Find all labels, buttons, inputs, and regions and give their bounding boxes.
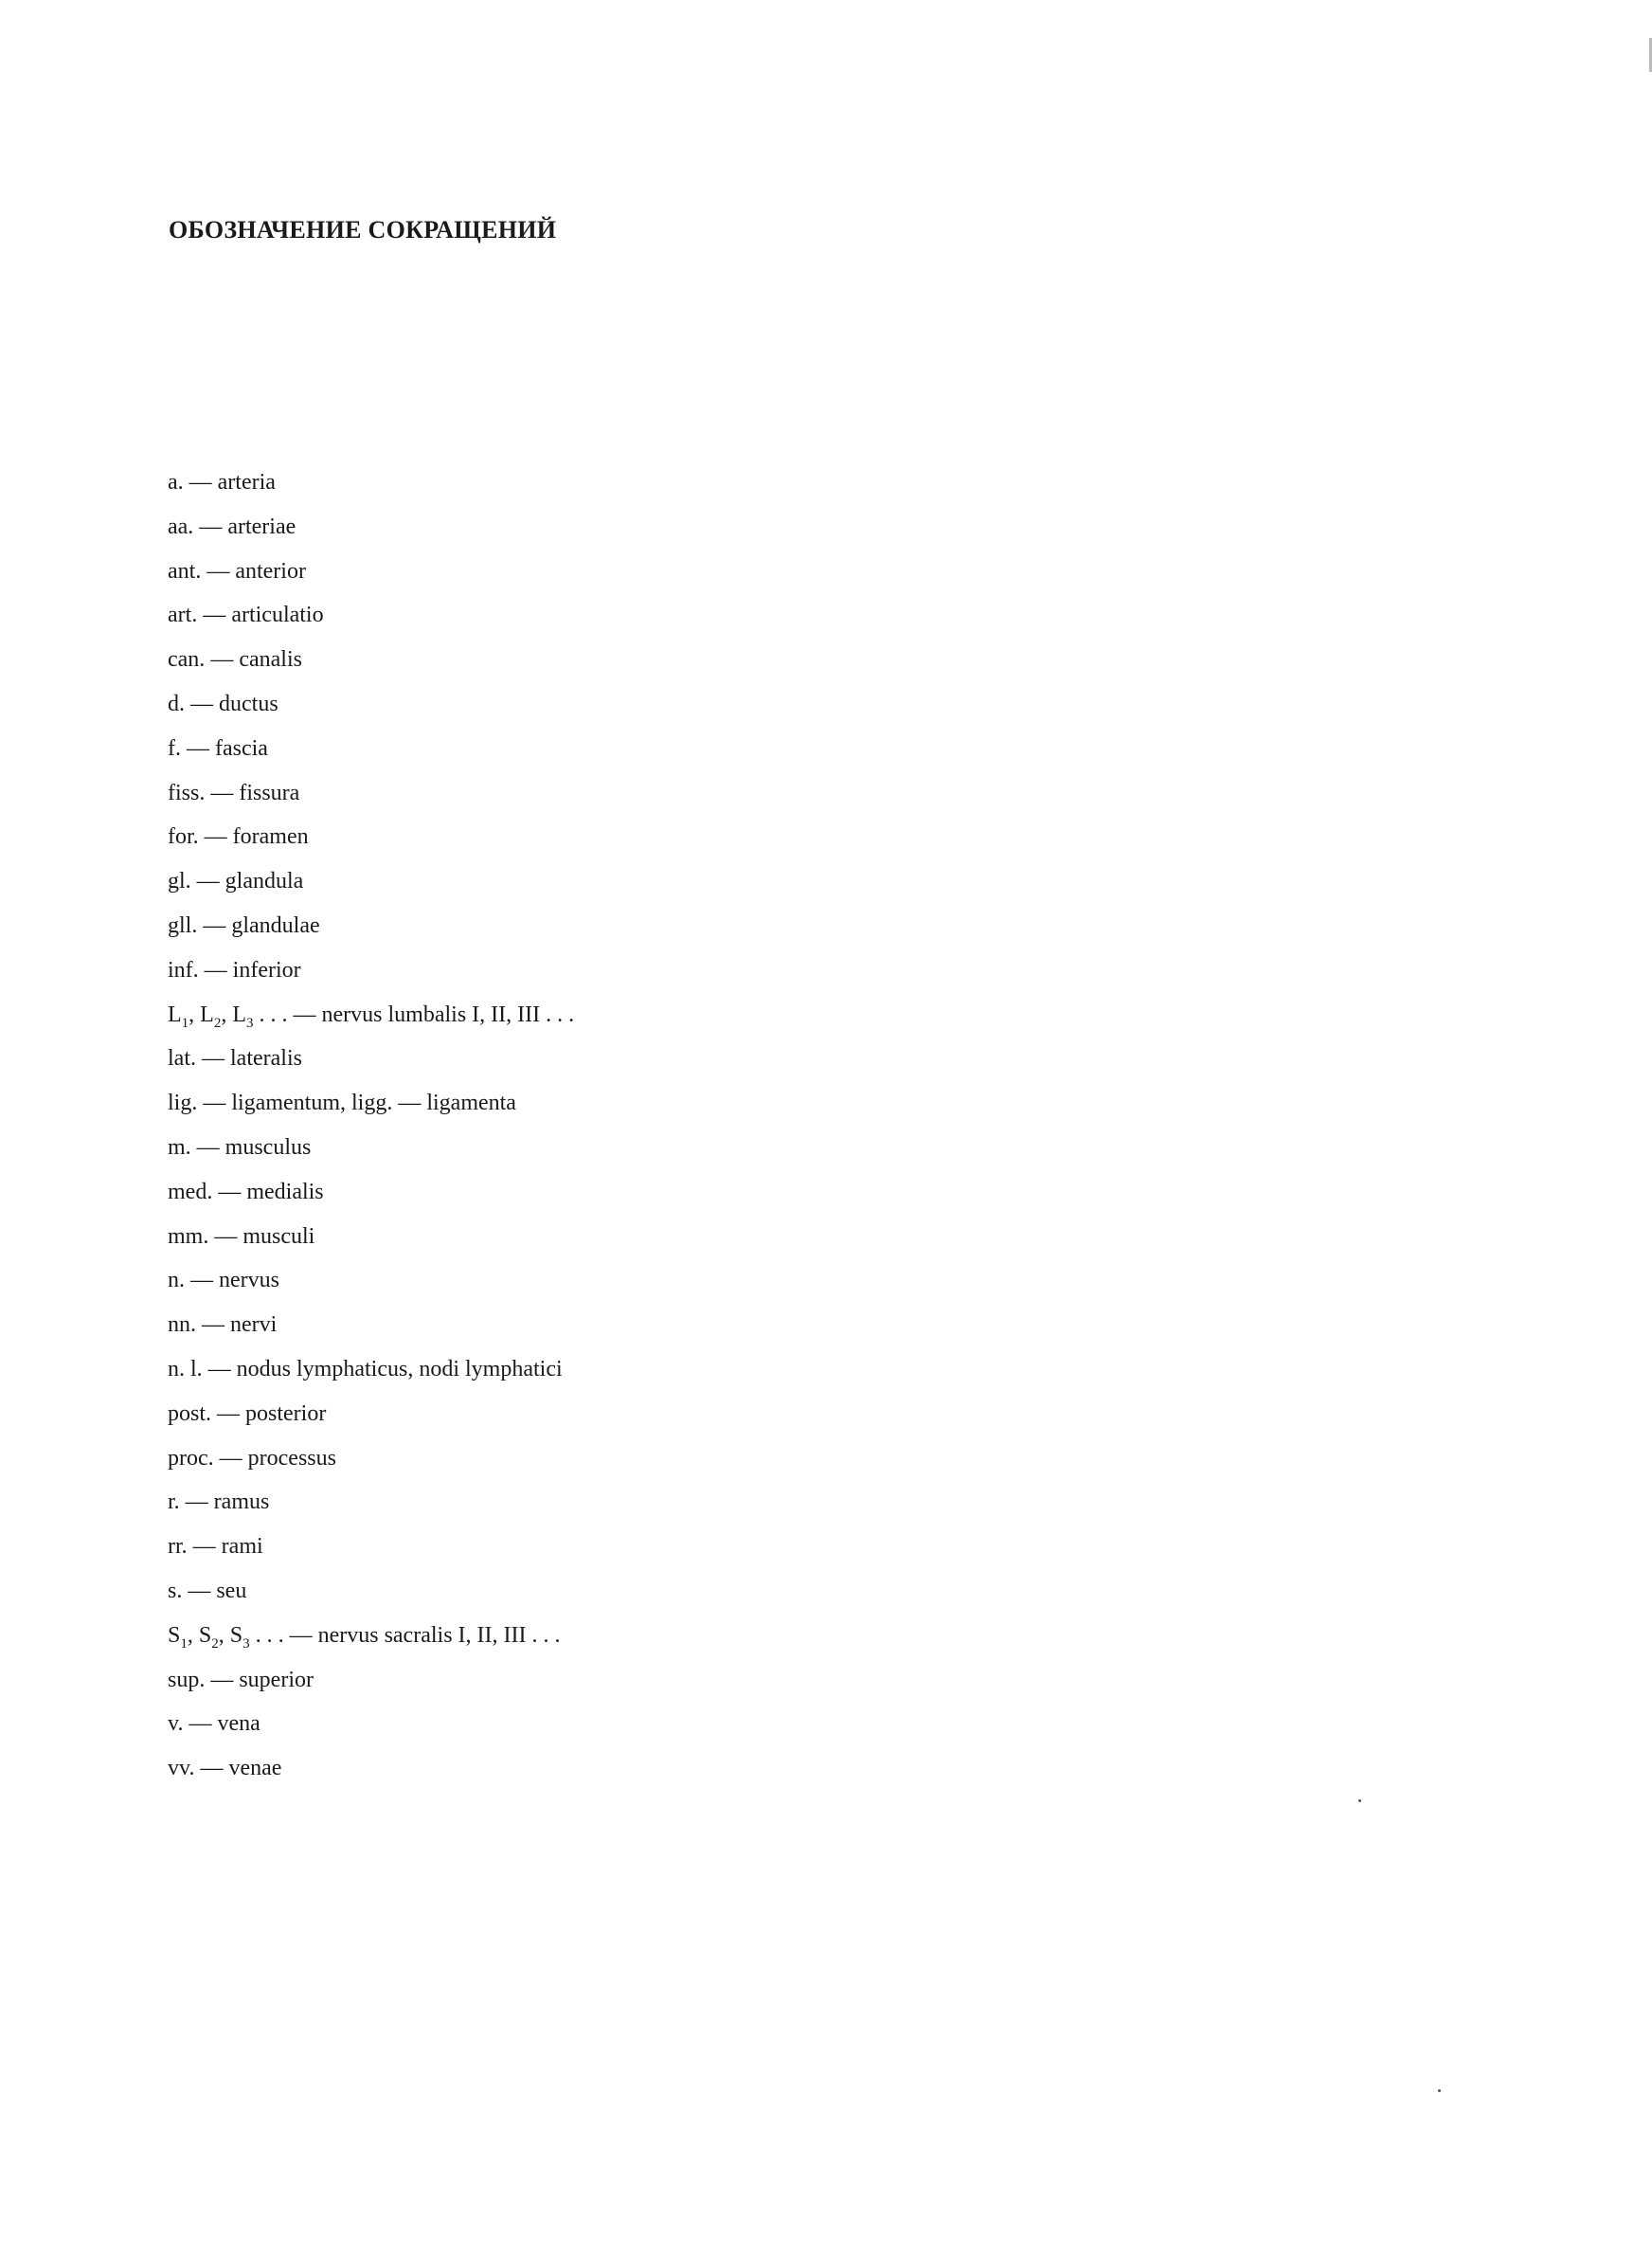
abbreviation-entry: n. l. — nodus lymphaticus, nodi lymphatici xyxy=(168,1356,563,1381)
abbreviation-entry: can. — canalis xyxy=(168,647,302,673)
abbreviation-entry: f. — fascia xyxy=(168,735,268,761)
abbreviation-entry: rr. — rami xyxy=(168,1534,263,1560)
abbreviation-entry: sup. — superior xyxy=(168,1667,314,1692)
abbreviation-sacral: $S_1$, $S_2$, $S_3$ . . . xyxy=(168,1622,284,1652)
abbreviation-entry: aa. — arteriae xyxy=(168,514,296,539)
abbreviation-entry: post. — posterior xyxy=(168,1400,327,1426)
abbreviation-entry: fiss. — fissura xyxy=(168,780,300,805)
abbreviation-entry: r. — ramus xyxy=(168,1490,270,1515)
abbreviation-entry: med. — medialis xyxy=(168,1179,324,1204)
abbreviation-entry: mm. — musculi xyxy=(168,1223,315,1249)
abbreviation-entry: gll. — glandulae xyxy=(168,912,320,938)
abbreviation-entry: lig. — ligamentum, ligg. — ligamenta xyxy=(168,1091,516,1116)
abbreviation-entry: d. — ductus xyxy=(168,691,278,716)
abbreviation-entry: vv. — venae xyxy=(168,1756,282,1781)
abbreviation-entry: $S_1$, $S_2$, $S_3$ . . . — nervus sacralis I, II, III . . . xyxy=(168,1622,561,1652)
abbreviation-entry: lat. — lateralis xyxy=(168,1046,302,1072)
abbreviation-entry: $L_1$, $L_2$, $L_3$ . . . — nervus lumbalis I, II, III . . . xyxy=(168,1002,575,1031)
abbreviation-lumbar: $L_1$, $L_2$, $L_3$ . . . xyxy=(168,1002,288,1031)
scan-speck xyxy=(1438,2089,1441,2092)
abbreviation-entry: ant. — anterior xyxy=(168,558,306,584)
abbreviation-list xyxy=(168,468,574,1798)
page-title: ОБОЗНАЧЕНИЕ СОКРАЩЕНИЙ xyxy=(169,216,557,244)
abbreviation-entry: proc. — processus xyxy=(168,1445,336,1471)
abbreviation-entry: m. — musculus xyxy=(168,1134,312,1160)
abbreviation-entry: inf. — inferior xyxy=(168,957,301,983)
abbreviation-entry: gl. — glandula xyxy=(168,869,304,894)
scan-speck xyxy=(1358,1799,1361,1802)
abbreviation-entry: nn. — nervi xyxy=(168,1312,278,1338)
abbreviation-entry: n. — nervus xyxy=(168,1268,279,1293)
abbreviation-entry: a. — arteria xyxy=(168,470,276,495)
abbreviation-entry: s. — seu xyxy=(168,1578,247,1603)
abbreviation-entry: v. — vena xyxy=(168,1711,260,1737)
abbreviation-entry: for. — foramen xyxy=(168,824,309,850)
abbreviation-entry: art. — articulatio xyxy=(168,603,324,628)
